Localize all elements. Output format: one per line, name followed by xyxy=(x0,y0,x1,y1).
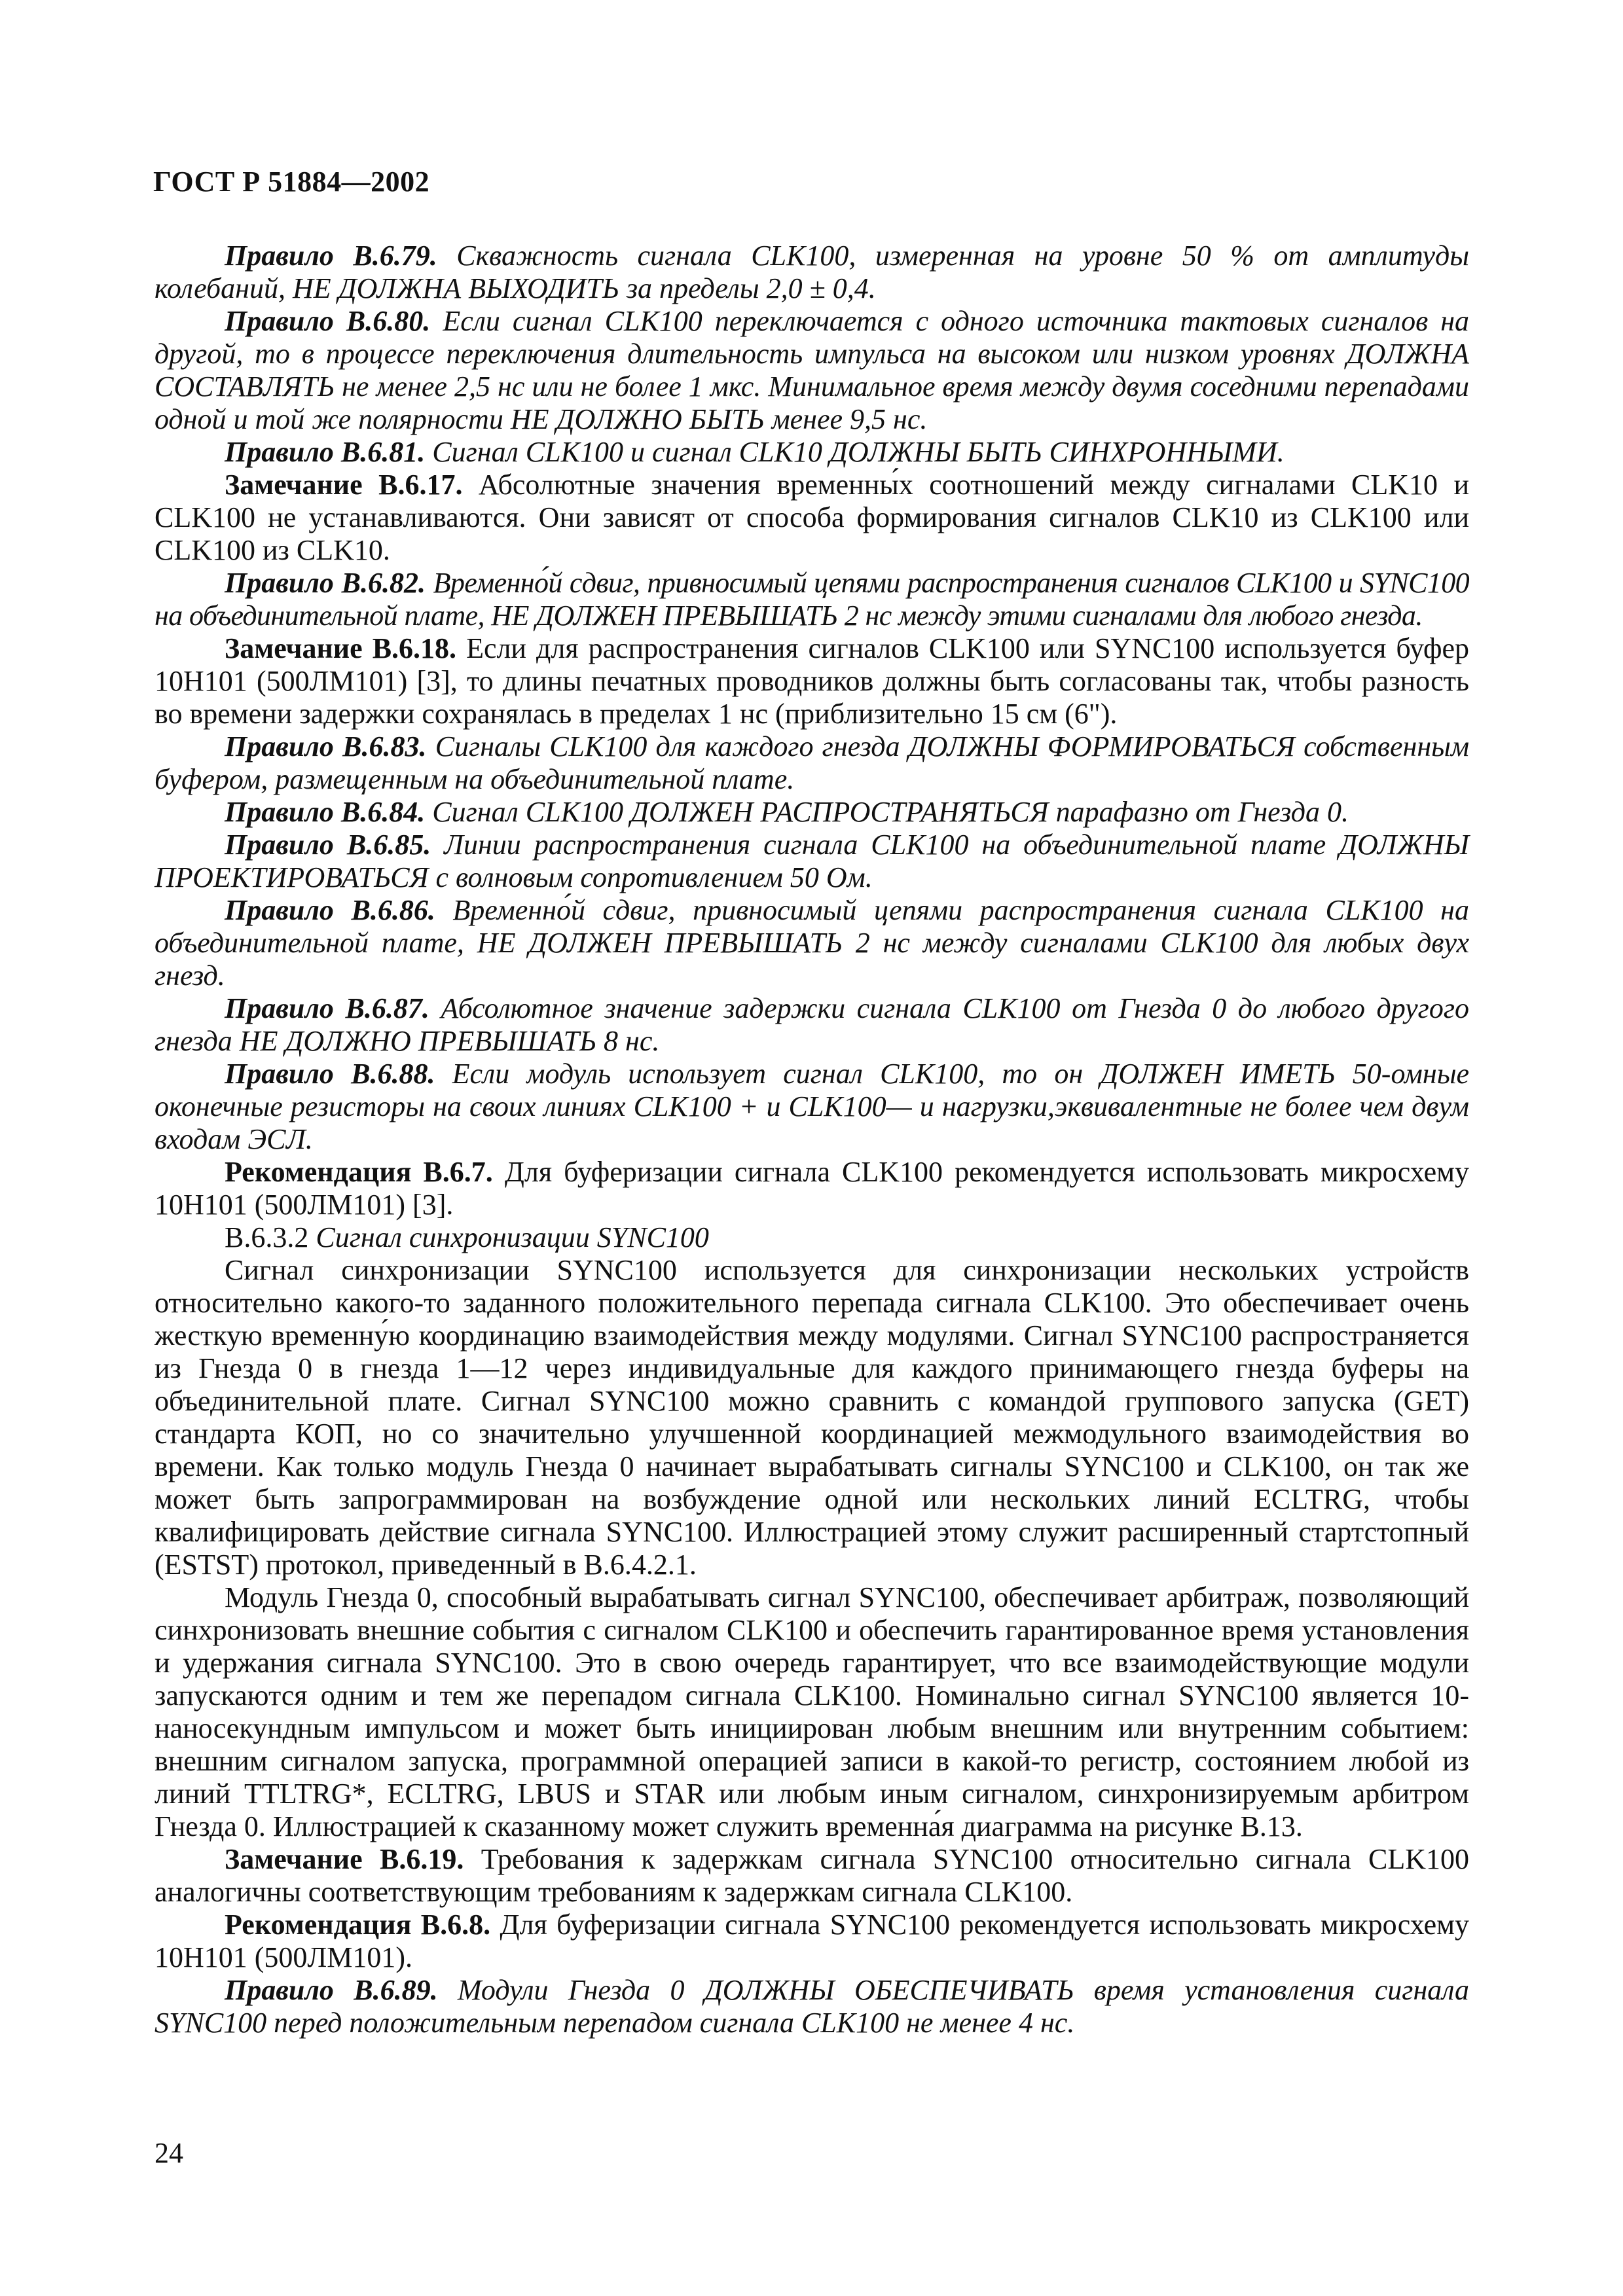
recommendation-b6-8 xyxy=(155,1909,1469,1974)
paragraph-label: Правило В.6.79. xyxy=(225,240,437,272)
section-number: В.6.3.2 xyxy=(225,1221,309,1253)
paragraph-text: Абсолютное значение задержки сигнала CLK100 от Гнезда 0 до любого другого гнезда НЕ ДОЛЖНО ПРЕВЫШАТЬ 8 нс. xyxy=(155,992,1470,1057)
recommendation-b6-7 xyxy=(155,1156,1469,1221)
section-title: Сигнал синхронизации SYNC100 xyxy=(316,1221,709,1253)
section-heading-b6-3-2 xyxy=(155,1221,1469,1254)
paragraph-label: Рекомендация В.6.7. xyxy=(225,1156,493,1188)
paragraph-text: Если для распространения сигналов CLK100 или SYNC100 используется буфер 10Н101 (500ЛМ101) [3], то длины печатных проводников должны быть согласованы так, чтобы разность во времени задержки сохранялась в пределах 1 нс (приблизительно 15 см (6"). xyxy=(155,632,1469,730)
rule-b6-79 xyxy=(155,240,1469,305)
body-paragraph: Сигнал синхронизации SYNC100 используется для синхронизации нескольких устройств относительно какого-то заданного положительного перепада сигнала CLK100. Это обеспечивает очень жесткую временну́ю координацию взаимодействия между модулями. Сигнал SYNC100 распространяется из Гнезда 0 в гнезда 1—12 через индивидуальные для каждого принимающего гнезда буферы на объединительной плате. Сигнал SYNC100 можно сравнить с командой группового запуска (GET) стандарта КОП, но со значительно улучшенной координацией межмодульного взаимодействия во времени. Как только модуль Гнезда 0 начинает вырабатывать сигналы SYNC100 и CLK100, он так же может быть запрограммирован на возбуждение одной или нескольких линий ECLTRG, чтобы квалифицировать действие сигнала SYNC100. Иллюстрацией этому служит расширенный стартстопный (ESTST) протокол, приведенный в В.6.4.2.1. xyxy=(155,1254,1469,1581)
document-body xyxy=(155,240,1469,2039)
paragraph-text: Абсолютные значения временны́х соотношений между сигналами CLK10 и CLK100 не устанавливаются. Они зависят от способа формирования сигналов CLK10 из CLK100 или CLK100 из CLK10. xyxy=(155,469,1469,566)
note-b6-18 xyxy=(155,632,1469,730)
paragraph-text: Если сигнал CLK100 переключается с одного источника тактовых сигналов на другой, то в процессе переключения длительность импульса на высоком или низком уровнях ДОЛЖНА СОСТАВЛЯТЬ не менее 2,5 нс или не более 1 мкс. Минимальное время между двумя соседними перепадами одной и той же полярности НЕ ДОЛЖНО БЫТЬ менее 9,5 нс. xyxy=(155,305,1470,435)
paragraph-text: Модули Гнезда 0 ДОЛЖНЫ ОБЕСПЕЧИВАТЬ время установления сигнала SYNC100 перед положительным перепадом сигнала CLK100 не менее 4 нс. xyxy=(155,1974,1470,2039)
paragraph-text: Для буферизации сигнала SYNC100 рекомендуется использовать микросхему 10Н101 (500ЛМ101). xyxy=(155,1909,1469,1973)
paragraph-label: Замечание В.6.17. xyxy=(225,469,463,501)
note-b6-17 xyxy=(155,469,1469,567)
paragraph-label: Замечание В.6.18. xyxy=(225,632,457,664)
rule-b6-85 xyxy=(155,829,1469,894)
paragraph-text: Сигнал CLK100 и сигнал CLK10 ДОЛЖНЫ БЫТЬ СИНХРОННЫМИ. xyxy=(432,436,1285,468)
paragraph-label: Правило В.6.83. xyxy=(225,730,427,762)
paragraph-label: Правило В.6.81. xyxy=(225,436,426,468)
paragraph-text: Сигнал CLK100 ДОЛЖЕН РАСПРОСТРАНЯТЬСЯ парафазно от Гнезда 0. xyxy=(432,796,1349,828)
rule-b6-89 xyxy=(155,1974,1469,2039)
paragraph-text: Линии распространения сигнала CLK100 на объединительной плате ДОЛЖНЫ ПРОЕКТИРОВАТЬСЯ с волновым сопротивлением 50 Ом. xyxy=(155,829,1470,893)
rule-b6-88 xyxy=(155,1058,1469,1156)
paragraph-label: Правило В.6.80. xyxy=(225,305,431,337)
rule-b6-84 xyxy=(155,796,1469,829)
paragraph-text: Для буферизации сигнала CLK100 рекомендуется использовать микросхему 10Н101 (500ЛМ101) [3]. xyxy=(155,1156,1469,1221)
paragraph-label: Правило В.6.82. xyxy=(225,567,426,599)
paragraph-text: Сигналы CLK100 для каждого гнезда ДОЛЖНЫ ФОРМИРОВАТЬСЯ собственным буфером, размещенным на объединительной плате. xyxy=(155,730,1470,795)
paragraph-label: Правило В.6.87. xyxy=(225,992,429,1024)
rule-b6-81 xyxy=(155,436,1469,469)
paragraph-text: Требования к задержкам сигнала SYNC100 относительно сигнала CLK100 аналогичны соответствующим требованиям к задержкам сигнала CLK100. xyxy=(155,1843,1470,1908)
paragraph-text: Временно́й сдвиг, привносимый цепями распространения сигналов CLK100 и SYNC100 на объединительной плате, НЕ ДОЛЖЕН ПРЕВЫШАТЬ 2 нс между этими сигналами для любого гнезда. xyxy=(155,567,1470,632)
paragraph-label: Рекомендация В.6.8. xyxy=(225,1909,491,1941)
paragraph-label: Правило В.6.89. xyxy=(225,1974,438,2006)
rule-b6-83 xyxy=(155,730,1469,796)
page-number: 24 xyxy=(155,2137,183,2169)
paragraph-text: Скважность сигнала CLK100, измеренная на уровне 50 % от амплитуды колебаний, НЕ ДОЛЖНА ВЫХОДИТЬ за пределы 2,0 ± 0,4. xyxy=(155,240,1470,304)
document-header: ГОСТ Р 51884—2002 xyxy=(153,166,430,198)
note-b6-19 xyxy=(155,1843,1469,1909)
paragraph-text: Временно́й сдвиг, привносимый цепями распространения сигнала CLK100 на объединительной плате, НЕ ДОЛЖЕН ПРЕВЫШАТЬ 2 нс между сигналами CLK100 для любых двух гнезд. xyxy=(155,894,1470,992)
rule-b6-87 xyxy=(155,992,1469,1058)
paragraph-label: Правило В.6.88. xyxy=(225,1058,435,1090)
paragraph-text: Если модуль использует сигнал CLK100, то он ДОЛЖЕН ИМЕТЬ 50-омные оконечные резисторы на своих линиях CLK100 + и CLK100— и нагрузки,эквивалентные не более чем двум входам ЭСЛ. xyxy=(155,1058,1470,1155)
rule-b6-86 xyxy=(155,894,1469,992)
paragraph-label: Правило В.6.85. xyxy=(225,829,431,861)
paragraph-label: Правило В.6.84. xyxy=(225,796,426,828)
rule-b6-80 xyxy=(155,305,1469,436)
rule-b6-82 xyxy=(155,567,1469,632)
paragraph-label: Замечание В.6.19. xyxy=(225,1843,464,1875)
paragraph-label: Правило В.6.86. xyxy=(225,894,435,926)
body-paragraph: Модуль Гнезда 0, способный вырабатывать сигнал SYNC100, обеспечивает арбитраж, позволяющий синхронизовать внешние события с сигналом CLK100 и обеспечить гарантированное время установления и удержания сигнала SYNC100. Это в свою очередь гарантирует, что все взаимодействующие модули запускаются одним и тем же перепадом сигнала CLK100. Номинально сигнал SYNC100 является 10-наносекундным импульсом и может быть инициирован любым внешним или внутренним событием: внешним сигналом запуска, программной операцией записи в какой-то регистр, состоянием любой из линий TTLTRG*, ECLTRG, LBUS и STAR или любым иным сигналом, синхронизируемым арбитром Гнезда 0. Иллюстрацией к сказанному может служить временна́я диаграмма на рисунке В.13. xyxy=(155,1581,1469,1842)
